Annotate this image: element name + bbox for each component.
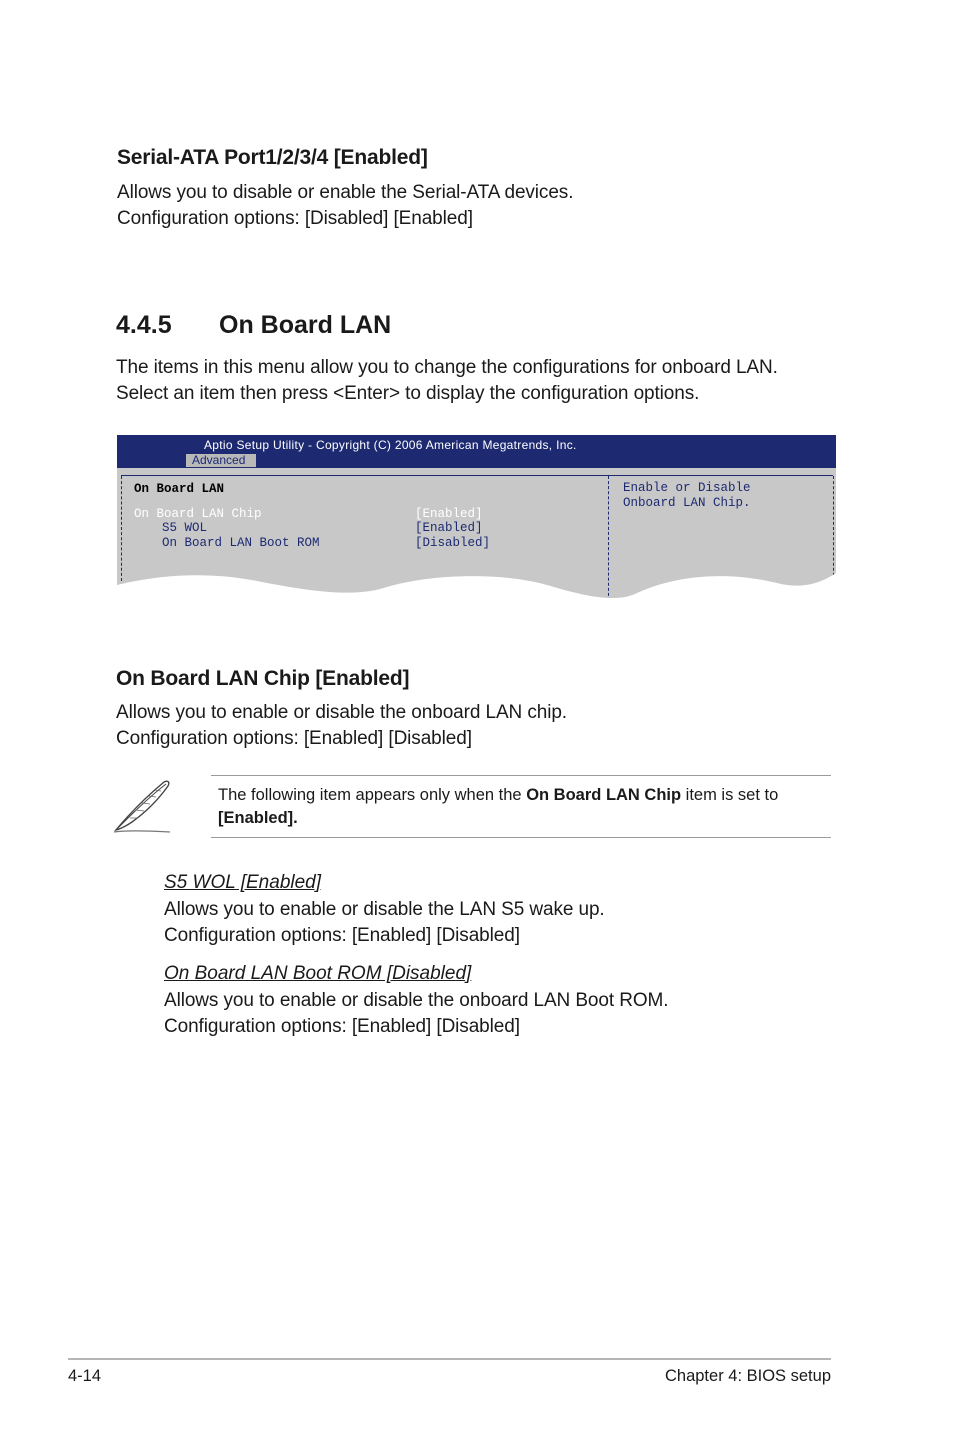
subsection-title-boot-rom: On Board LAN Boot ROM [Disabled] bbox=[164, 963, 472, 984]
note-text-part: item is set to bbox=[681, 786, 779, 804]
intro-text-line: Select an item then press <Enter> to display the configuration options. bbox=[116, 383, 700, 404]
subsection-text-line: Allows you to enable or disable the onboard LAN Boot ROM. bbox=[164, 990, 669, 1011]
bios-frame-left bbox=[121, 476, 122, 581]
bios-help-line: Enable or Disable bbox=[623, 481, 751, 495]
section-text-line: Configuration options: [Enabled] [Disabled] bbox=[116, 728, 472, 749]
bios-frame-top bbox=[121, 475, 833, 476]
bios-item-lan-chip[interactable]: On Board LAN Chip bbox=[134, 507, 262, 521]
note-text-bold: On Board LAN Chip bbox=[526, 786, 682, 804]
feather-pen-icon bbox=[112, 778, 174, 834]
bios-help-line: Onboard LAN Chip. bbox=[623, 496, 751, 510]
footer-page-number: 4-14 bbox=[68, 1367, 102, 1385]
bios-menu-header: On Board LAN bbox=[134, 482, 225, 496]
bios-item-s5-wol[interactable]: S5 WOL bbox=[162, 521, 208, 535]
footer-rule bbox=[68, 1358, 831, 1360]
section-title-lan-chip: On Board LAN Chip [Enabled] bbox=[116, 667, 410, 690]
bios-header-bar bbox=[117, 435, 836, 468]
section-title-serial-ata: Serial-ATA Port1/2/3/4 [Enabled] bbox=[117, 146, 428, 169]
subsection-text-line: Configuration options: [Enabled] [Disabled] bbox=[164, 1016, 520, 1037]
note-rule-bottom bbox=[211, 837, 831, 838]
bios-value-lan-chip[interactable]: [Enabled] bbox=[415, 507, 483, 521]
bios-item-boot-rom[interactable]: On Board LAN Boot ROM bbox=[162, 536, 320, 550]
bios-value-boot-rom[interactable]: [Disabled] bbox=[415, 536, 491, 550]
bios-torn-edge bbox=[117, 573, 836, 618]
subsection-title-s5-wol: S5 WOL [Enabled] bbox=[164, 872, 322, 893]
intro-text-line: The items in this menu allow you to change the configurations for onboard LAN. bbox=[116, 357, 778, 378]
note-text-bold: [Enabled]. bbox=[218, 809, 298, 827]
subsection-text-line: Configuration options: [Enabled] [Disabled] bbox=[164, 925, 520, 946]
bios-frame-right bbox=[833, 476, 834, 581]
note-rule-top bbox=[211, 775, 831, 776]
section-text-line: Allows you to enable or disable the onboard LAN chip. bbox=[116, 702, 567, 723]
note-text bbox=[218, 784, 828, 830]
note-text-part: The following item appears only when the bbox=[218, 786, 527, 804]
bios-title: Aptio Setup Utility - Copyright (C) 2006 American Megatrends, Inc. bbox=[204, 438, 577, 452]
section-text-line: Configuration options: [Disabled] [Enabled] bbox=[117, 208, 473, 229]
subsection-text-line: Allows you to enable or disable the LAN S5 wake up. bbox=[164, 899, 605, 920]
section-text-line: Allows you to disable or enable the Serial-ATA devices. bbox=[117, 182, 574, 203]
heading-number: 4.4.5 bbox=[116, 311, 172, 339]
heading-title: On Board LAN bbox=[219, 311, 392, 339]
bios-value-s5-wol[interactable]: [Enabled] bbox=[415, 521, 483, 535]
footer-chapter: Chapter 4: BIOS setup bbox=[664, 1367, 831, 1385]
bios-tab-advanced[interactable]: Advanced bbox=[186, 454, 256, 467]
bios-screenshot bbox=[117, 435, 836, 616]
